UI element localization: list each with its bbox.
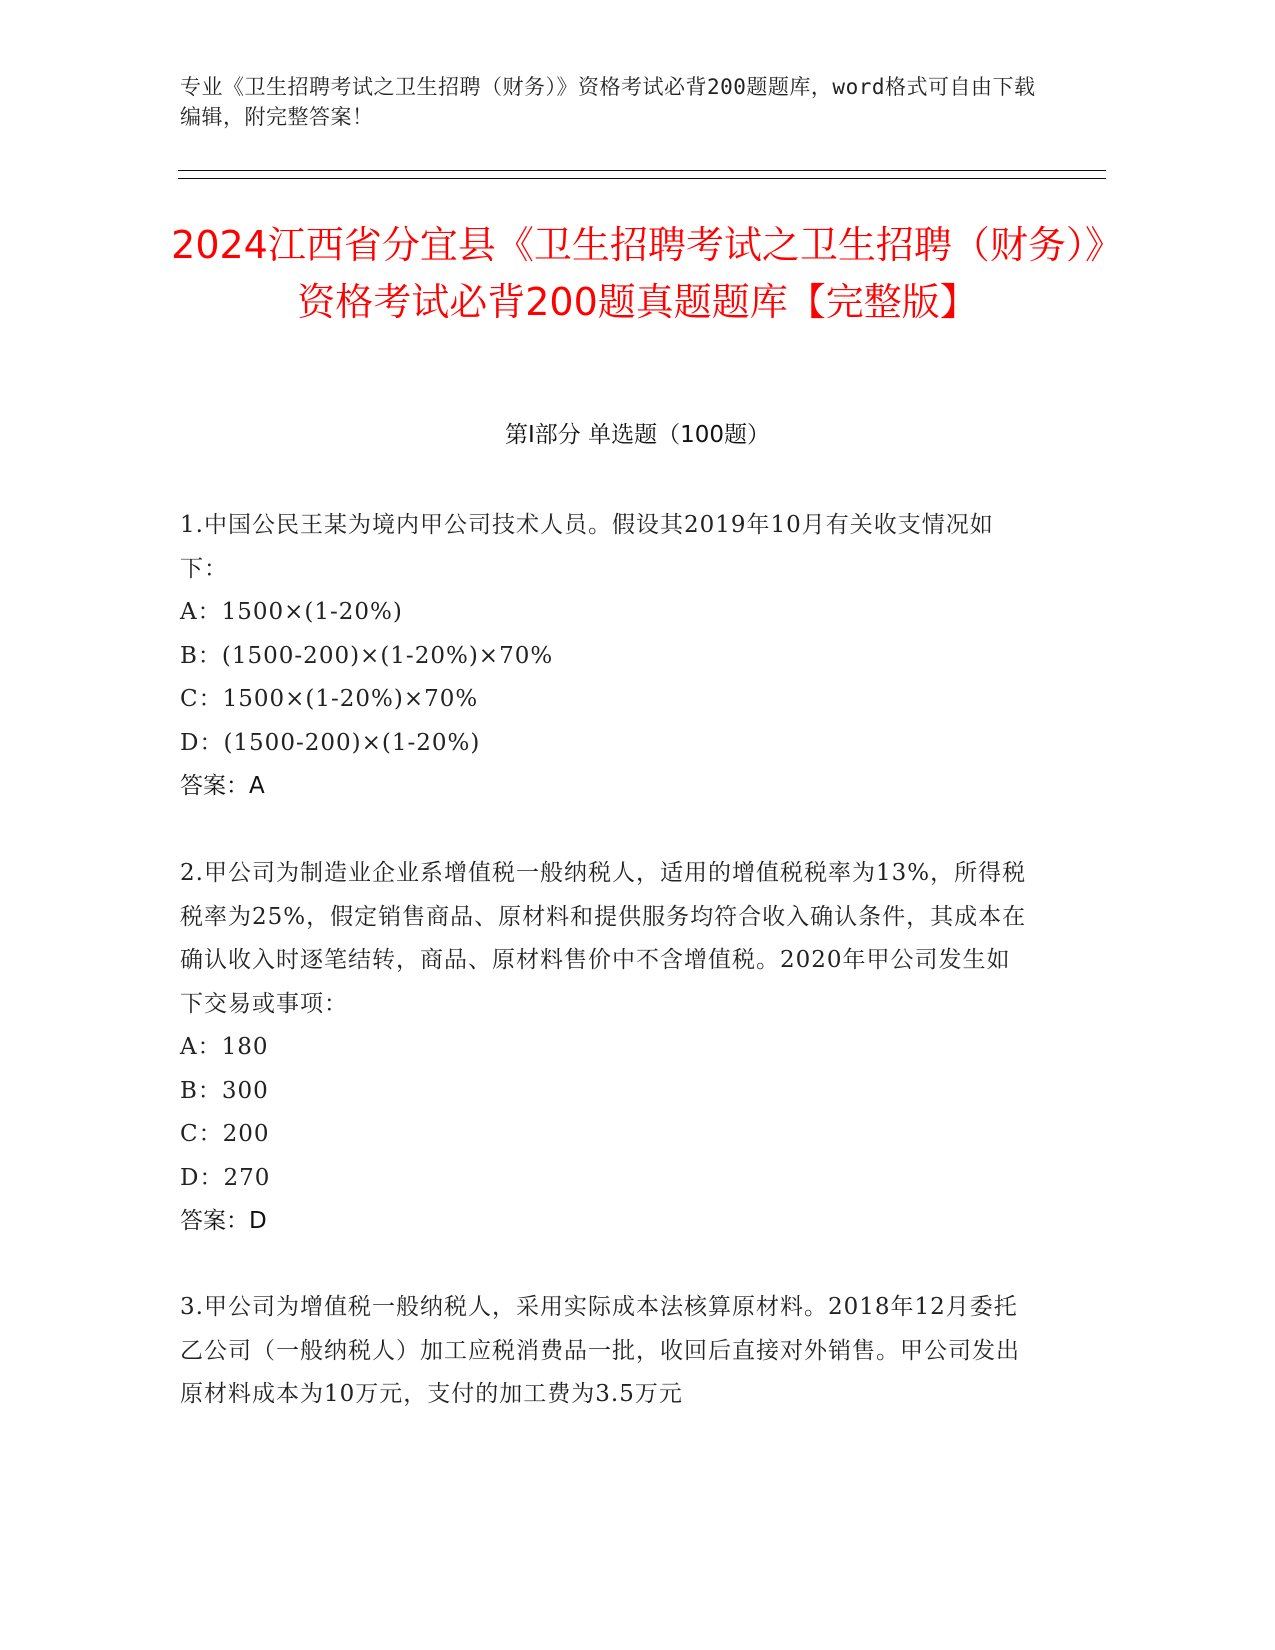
option-d: D：270 <box>180 1164 271 1191</box>
option-b: B：(1500-200)×(1-20%)×70% <box>180 642 554 669</box>
answer-line: 答案：A <box>180 773 265 799</box>
question-stem: 3.甲公司为增值税一般纳税人，采用实际成本法核算原材料。2018年12月委托乙公司（一般纳税人）加工应税消费品一批，收回后直接对外销售。甲公司发出原材料成本为10万元，支付的加工费为3.5万元 <box>180 1294 1020 1407</box>
section-heading: 第I部分 单选题（100题） <box>505 422 770 448</box>
option-c: C：200 <box>180 1121 270 1147</box>
question-3 <box>180 1286 1030 1417</box>
option-b: B：300 <box>180 1077 269 1104</box>
header-rule-bottom <box>178 178 1106 179</box>
header-rule-top <box>178 170 1106 171</box>
option-a: A：180 <box>180 1034 269 1060</box>
question-2 <box>180 852 1030 1244</box>
question-stem: 1.中国公民王某为境内甲公司技术人员。假设其2019年10月有关收支情况如下： <box>180 512 994 582</box>
option-a: A：1500×(1-20%) <box>180 599 403 625</box>
answer-line: 答案：D <box>180 1208 267 1234</box>
header-note: 专业《卫生招聘考试之卫生招聘（财务）》资格考试必背200题题库，word格式可自由下载编辑，附完整答案！ <box>180 75 1036 129</box>
question-1 <box>180 504 1030 809</box>
option-d: D：(1500-200)×(1-20%) <box>180 729 481 756</box>
question-stem: 2.甲公司为制造业企业系增值税一般纳税人，适用的增值税税率为13%，所得税税率为25%，假定销售商品、原材料和提供服务均符合收入确认条件，其成本在确认收入时逐笔结转，商品、原材料售价中不含增值税。2020年甲公司发生如下交易或事项： <box>180 860 1027 1017</box>
option-c: C：1500×(1-20%)×70% <box>180 686 479 712</box>
document-title: 2024江西省分宜县《卫生招聘考试之卫生招聘（财务）》资格考试必背200题真题题库【完整版】 <box>171 223 1104 324</box>
